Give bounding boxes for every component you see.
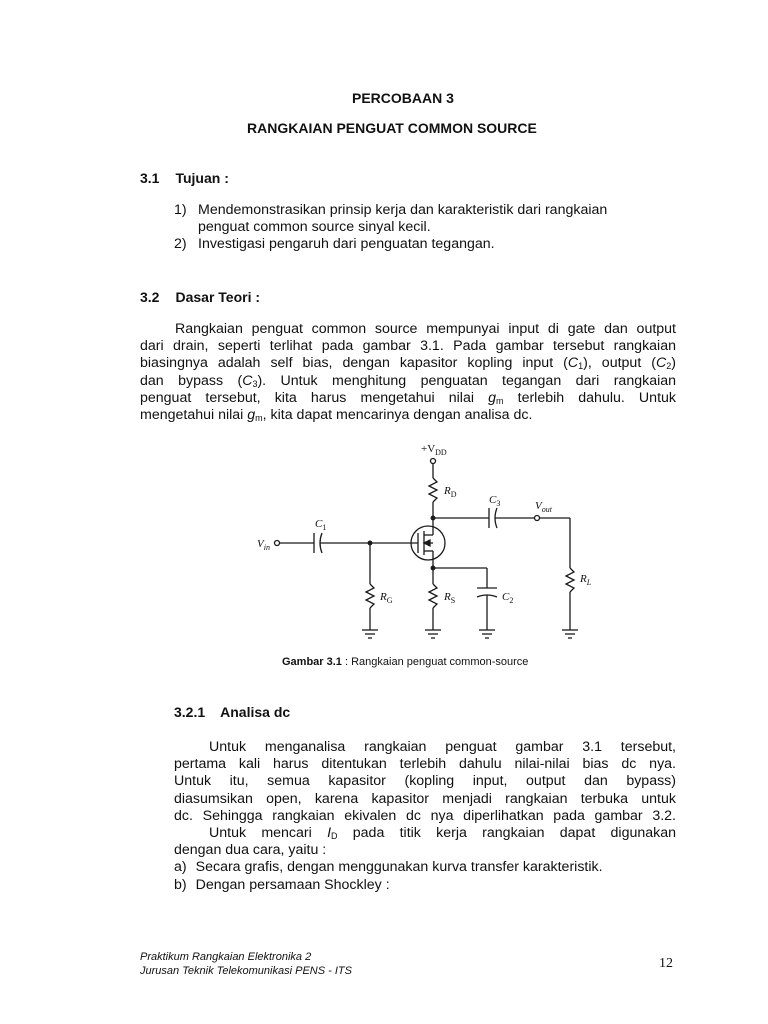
list-item-text: Investigasi pengaruh dari penguatan tegangan. (198, 236, 495, 252)
theory-paragraph: Rangkaian penguat common source mempunyai input di gate dan output dari drain, seperti terlihat pada gambar 3.1. Pada gambar tersebut rangkaian biasingnya adalah self bias, dengan kapasitor kopling input $(C_1)$, output $(C_2)$ dan bypass $(C_3)$. Untuk menghitung penguatan tegangan dari rangkaian penguat tersebut, kita harus mengetahui nilai $g_m$ terlebih dahulu. Untuk mengetahui nilai $g_m$, kita dapat mencarinya dengan analisa dc. (140, 321, 677, 424)
common-source-amplifier-schematic (250, 435, 600, 650)
vdd-terminal (431, 459, 436, 464)
rl-resistor (566, 568, 574, 592)
vin-label: $V_{in}$ (257, 538, 270, 552)
figure-caption: Gambar 3.1 : Rangkaian penguat common-source (282, 656, 529, 668)
document-title: PERCOBAAN 3 (352, 90, 454, 106)
rs-label: $R_S$ (444, 591, 456, 605)
rg-label: $R_G$ (380, 591, 393, 605)
list-item: a) Secara grafis, dengan menggunakan kurva transfer karakteristik. (174, 859, 603, 876)
page-number: 12 (659, 956, 673, 971)
rd-resistor (429, 478, 437, 502)
section-title: Analisa dc (220, 704, 291, 720)
list-item: 1) (174, 202, 187, 218)
c3-label: $C_3$ (489, 494, 501, 508)
section-tujuan-heading (140, 170, 229, 186)
document-subtitle: RANGKAIAN PENGUAT COMMON SOURCE (247, 120, 537, 136)
vin-terminal (275, 541, 280, 546)
c1-label: $C_1$ (315, 518, 327, 532)
section-number: 3.1 (140, 170, 160, 186)
section-number: 3.2.1 (174, 704, 206, 720)
rg-resistor (366, 584, 374, 608)
section-dasar-teori-heading (140, 289, 260, 305)
rl-label: $R_L$ (580, 573, 592, 587)
section-analisa-dc-heading (174, 704, 290, 720)
rs-resistor (429, 584, 437, 608)
vout-label: $V_{out}$ (535, 500, 552, 514)
list-item: b) Dengan persamaan Shockley : (174, 876, 390, 893)
rd-label: $R_D$ (444, 485, 457, 499)
analisa-dc-paragraph: Untuk menganalisa rangkaian penguat gambar 3.1 tersebut, pertama kali harus ditentukan terlebih dahulu nilai-nilai bias dc nya. Untuk itu, semua kapasitor (kopling input, output dan bypass) diasumsikan open, karena kapasitor menjadi rangkaian terbuka untuk dc. Sehingga rangkaian ekivalen dc nya diperlihatkan pada gambar 3.2. Untuk mencari $I_D$ pada titik kerja rangkaian dapat digunakan dengan dua cara, yaitu : a) Secara grafis, dengan menggunakan kurva transfer karakteristik. b) Dengan persamaan Shockley : (174, 739, 677, 893)
section-title: Tujuan : (175, 170, 229, 186)
vout-terminal (535, 516, 540, 521)
footer: Praktikum Rangkaian Elektronika 2 Jurusan Teknik Telekomunikasi PENS - ITS (140, 951, 352, 977)
list-item: 2) (174, 236, 187, 252)
section-title: Dasar Teori : (175, 289, 261, 305)
c2-label: $C_2$ (502, 591, 514, 605)
list-item-text: Mendemonstrasikan prinsip kerja dan karakteristik dari rangkaian penguat common source sinyal kecil. (198, 202, 608, 236)
vdd-label: $+V_{DD}$ (421, 443, 447, 457)
section-number: 3.2 (140, 289, 160, 305)
